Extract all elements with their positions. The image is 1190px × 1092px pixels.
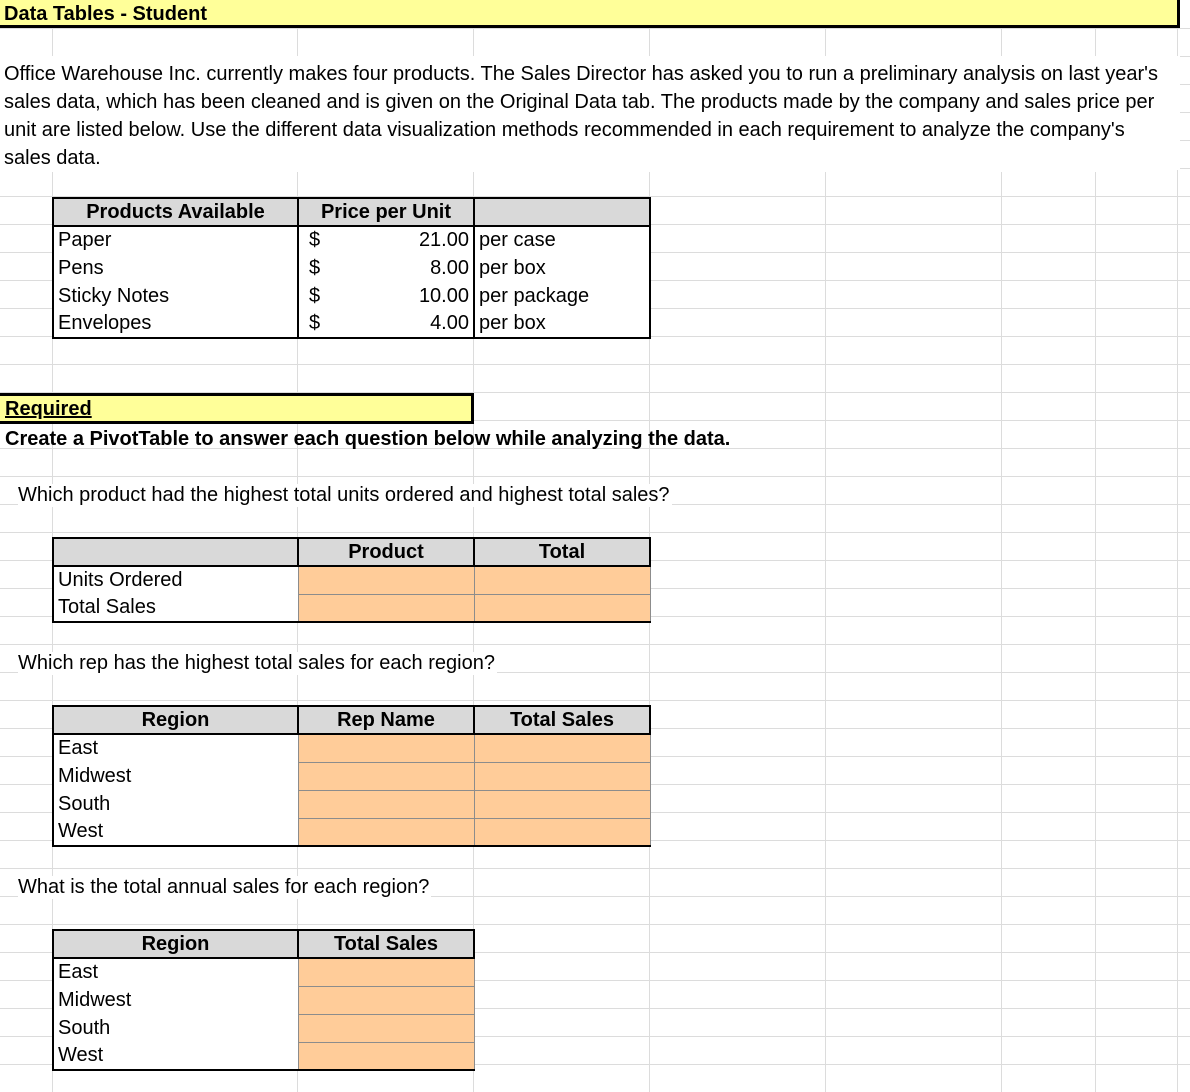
answer-cell[interactable] — [298, 734, 474, 762]
unit-header-blank — [474, 198, 650, 226]
gridline-row — [0, 364, 1190, 365]
gridline-col — [1177, 28, 1178, 1092]
product-unit[interactable]: per package — [474, 282, 650, 310]
product-row — [53, 254, 650, 282]
answer-cell[interactable] — [298, 594, 474, 622]
product-unit[interactable]: per case — [474, 226, 650, 254]
products-header: Products Available — [53, 198, 298, 226]
product-price[interactable]: 10.00 — [418, 284, 469, 307]
currency-symbol[interactable]: $ — [298, 226, 328, 254]
gridline-row — [0, 644, 1190, 645]
answer-cell[interactable] — [474, 594, 650, 622]
q1-total-header: Total — [474, 538, 650, 566]
q1-header-blank — [53, 538, 298, 566]
q2-sales-header: Total Sales — [474, 706, 650, 734]
currency-symbol[interactable]: $ — [298, 310, 328, 338]
q2-rep-header: Rep Name — [298, 706, 474, 734]
q2-region-label[interactable]: East — [53, 734, 298, 762]
answer-cell[interactable] — [298, 566, 474, 594]
answer-cell[interactable] — [298, 790, 474, 818]
required-instruction: Create a PivotTable to answer each question below while analyzing the data. — [5, 428, 731, 450]
q2-region-label[interactable]: South — [53, 790, 298, 818]
gridline-row — [0, 28, 1190, 29]
q1-table — [52, 537, 651, 623]
product-row — [53, 282, 650, 310]
q2-table — [52, 705, 651, 847]
product-price[interactable]: 4.00 — [328, 310, 474, 338]
required-label: Required — [5, 398, 92, 420]
q3-region-label[interactable]: South — [53, 1014, 298, 1042]
answer-cell[interactable] — [474, 566, 650, 594]
answer-cell[interactable] — [474, 762, 650, 790]
gridline-row — [0, 476, 1190, 477]
gridline-row — [0, 868, 1190, 869]
product-price[interactable]: 8.00 — [430, 256, 469, 279]
q3-table — [52, 929, 475, 1071]
q3-region-label[interactable]: Midwest — [53, 986, 298, 1014]
product-name[interactable]: Pens — [53, 254, 298, 282]
q2-region-label[interactable]: West — [53, 818, 298, 846]
gridline-row — [0, 700, 1190, 701]
product-name[interactable]: Sticky Notes — [53, 282, 298, 310]
product-row — [53, 226, 650, 254]
question-1: Which product had the highest total units ordered and highest total sales? — [18, 484, 670, 506]
product-unit[interactable]: per box — [474, 310, 650, 338]
currency-symbol[interactable]: $ — [298, 282, 328, 310]
q2-region-header: Region — [53, 706, 298, 734]
gridline-col — [1095, 28, 1096, 1092]
q3-sales-header: Total Sales — [298, 930, 474, 958]
gridline-col — [825, 28, 826, 1092]
q3-region-label[interactable]: East — [53, 958, 298, 986]
intro-paragraph: Office Warehouse Inc. currently makes four products. The Sales Director has asked you to run a preliminary analysis on last year's sales data, which has been cleaned and is given on the Original Data tab. The products made by the company and sales price per unit are listed below. Use the different data visualization methods recommended in each requirement to analyze the company's sales data. — [4, 60, 1174, 172]
answer-cell[interactable] — [474, 790, 650, 818]
answer-cell[interactable] — [298, 958, 474, 986]
q2-region-label[interactable]: Midwest — [53, 762, 298, 790]
answer-cell[interactable] — [298, 986, 474, 1014]
question-3: What is the total annual sales for each region? — [18, 876, 430, 898]
answer-cell[interactable] — [298, 818, 474, 846]
answer-cell[interactable] — [298, 762, 474, 790]
answer-cell[interactable] — [474, 734, 650, 762]
answer-cell[interactable] — [298, 1014, 474, 1042]
product-unit[interactable]: per box — [474, 254, 650, 282]
q1-row-label[interactable]: Units Ordered — [53, 566, 298, 594]
price-header: Price per Unit — [298, 198, 474, 226]
answer-cell[interactable] — [298, 1042, 474, 1070]
gridline-row — [0, 924, 1190, 925]
gridline-col — [1001, 28, 1002, 1092]
question-2: Which rep has the highest total sales for each region? — [18, 652, 495, 674]
q3-region-header: Region — [53, 930, 298, 958]
sheet-title: Data Tables - Student — [4, 3, 207, 25]
products-table — [52, 197, 651, 339]
product-name[interactable]: Paper — [53, 226, 298, 254]
answer-cell[interactable] — [474, 818, 650, 846]
q1-row-label[interactable]: Total Sales — [53, 594, 298, 622]
product-price[interactable]: 21.00 — [418, 229, 469, 251]
q3-region-label[interactable]: West — [53, 1042, 298, 1070]
currency-symbol[interactable]: $ — [298, 254, 328, 282]
q1-product-header: Product — [298, 538, 474, 566]
gridline-row — [0, 532, 1190, 533]
product-name[interactable]: Envelopes — [53, 310, 298, 338]
product-row — [53, 310, 650, 338]
